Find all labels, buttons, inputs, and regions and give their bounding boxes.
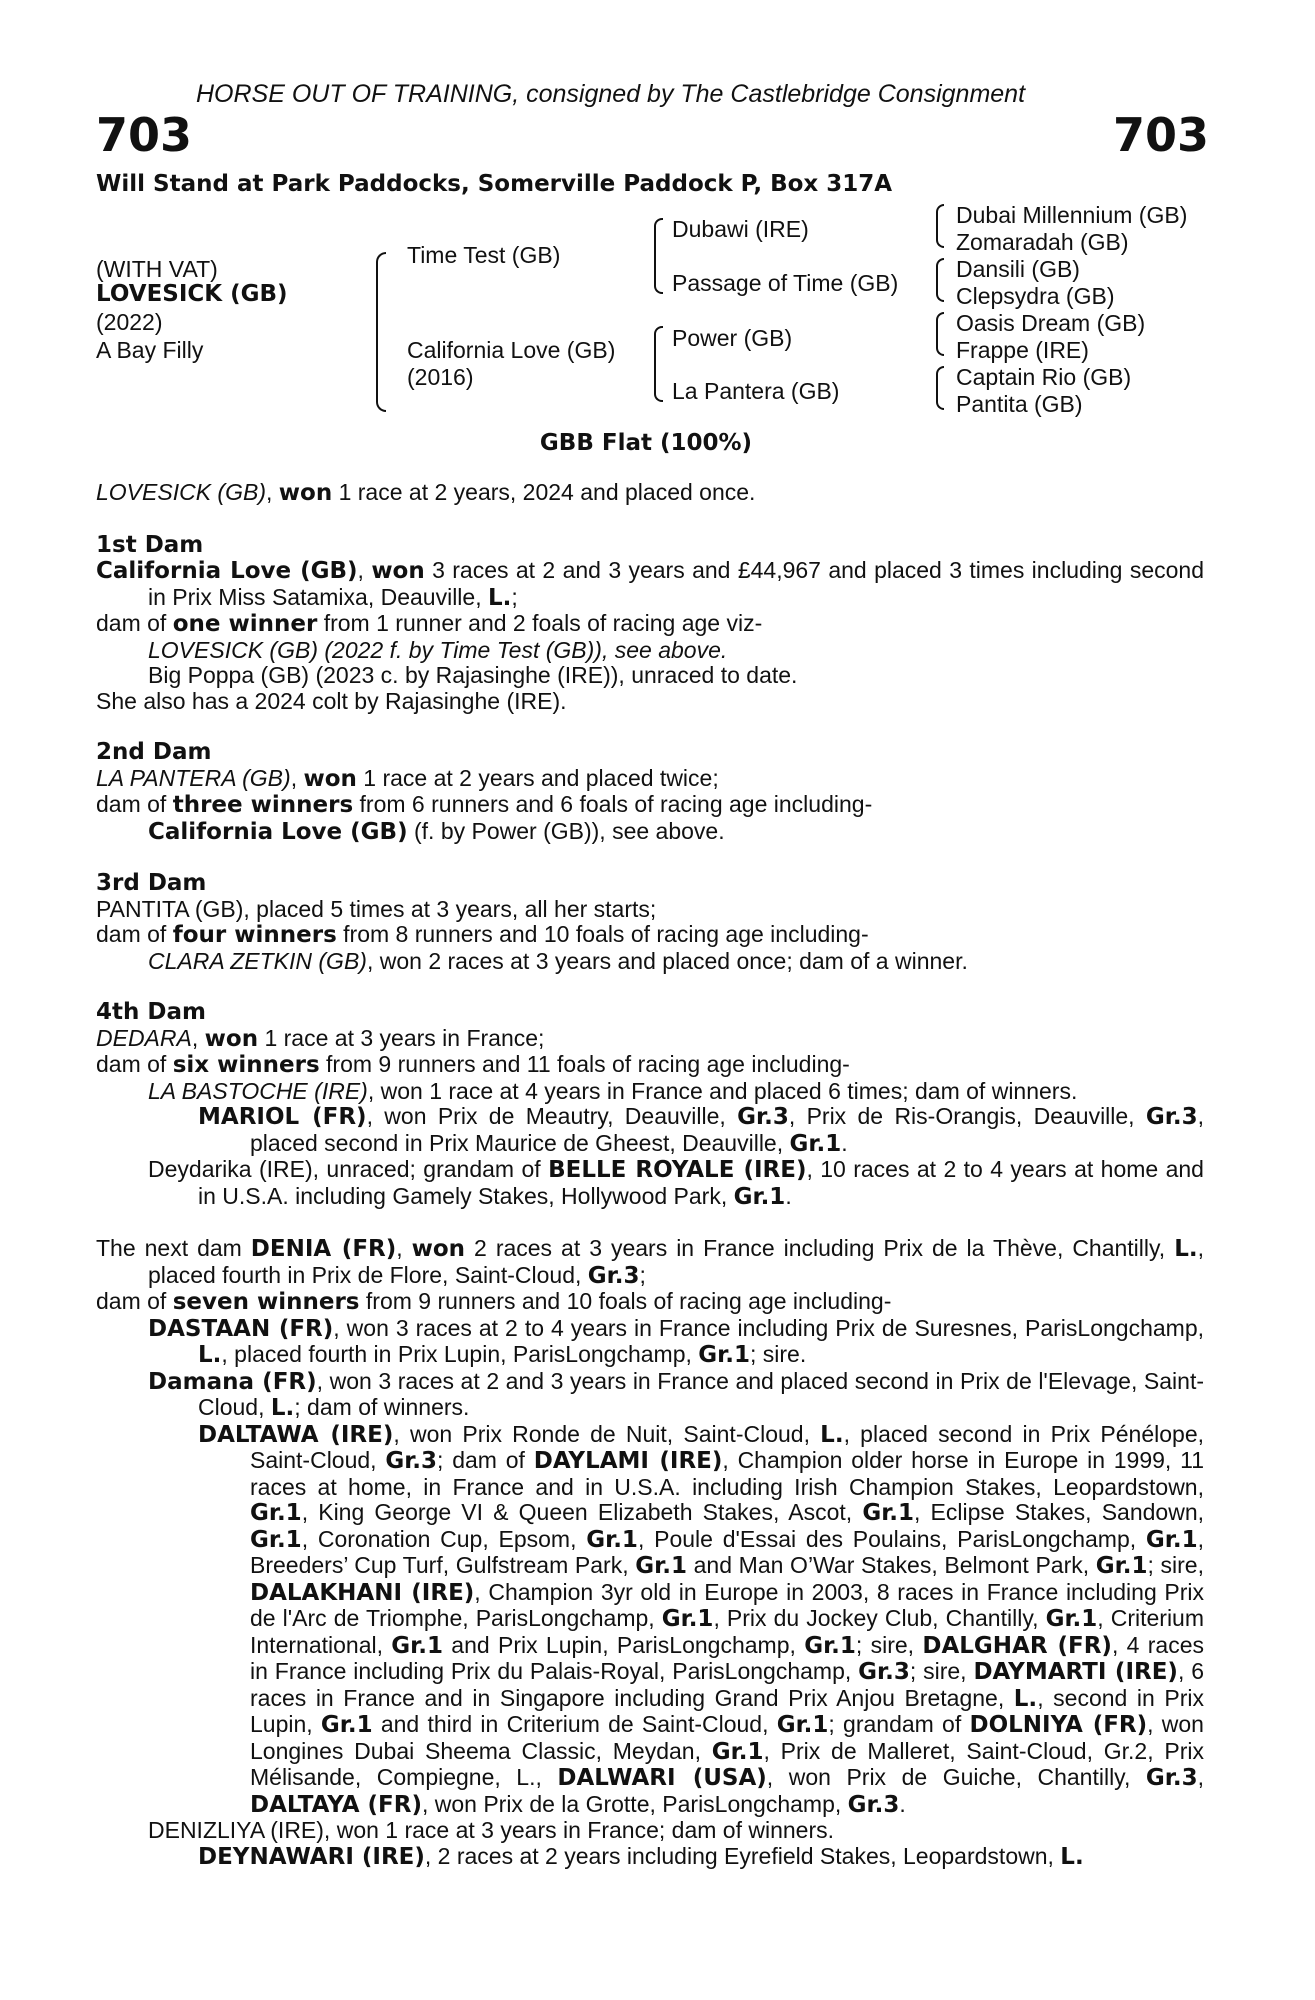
text-run: , Breeders’ Cup Turf, Gulfstream Park, [250,1525,1204,1578]
deynawari-record [96,1844,1204,1871]
text-run: , [191,1024,205,1051]
text-run: BELLE ROYALE (IRE) [548,1157,807,1183]
text-run: DAYLAMI (IRE) [533,1448,723,1474]
text-run: won [278,480,333,506]
text-run: ; [511,583,518,610]
sire-dam: Passage of Time (GB) [672,270,899,296]
text-run: dam of [96,791,173,817]
text-run: ; [639,1261,646,1288]
text-run: Gr.1 [250,1500,302,1526]
dam2-produce [96,792,1204,819]
rating-line: GBB Flat (100%) [539,430,753,456]
dam-dam: La Pantera (GB) [672,378,840,404]
text-run: , Poule d'Essai des Poulains, ParisLongchamp, [637,1525,1146,1552]
dam4-progeny-1 [96,1079,1204,1105]
text-run: Gr.1 [789,1130,842,1157]
dam4-record [96,1026,1204,1053]
brace-sire [654,218,663,294]
brace-main [376,252,386,412]
text-run: Gr.1 [776,1712,829,1738]
text-run: from 9 runners and 11 foals of racing age including- [319,1051,850,1077]
text-run: Gr.3 [587,1262,640,1289]
text-run: L. [270,1395,295,1421]
gg-8: Pantita (GB) [956,391,1083,417]
text-run: Gr.1 [661,1606,714,1632]
horse-year: (2022) [96,309,163,335]
text-run: , Champion older horse in Europe in 1999, 11 races at home, in France and in U.S.A. including Irish Champion Stakes, Leopardstown, [250,1447,1204,1500]
text-run: . [841,1129,848,1156]
text-run: . [785,1182,792,1209]
gg-2: Zomaradah (GB) [956,229,1129,255]
text-run: DALWARI (USA) [557,1765,767,1791]
dam1-progeny-1: LOVESICK (GB) (2022 f. by Time Test (GB)), see above. [148,636,728,663]
text-run: , won Prix de la Grotte, ParisLongchamp, [421,1790,848,1817]
text-run: , won Longines Dubai Sheema Classic, Meydan, [250,1711,1204,1764]
text-run: DASTAAN (FR) [148,1315,334,1342]
dam2-record [96,766,1204,793]
text-run: L. [198,1342,222,1368]
text-run: , placed second in Prix Maurice de Gheest, Deauville, [250,1103,1204,1156]
text-run: L. [1174,1236,1198,1262]
gg-1: Dubai Millennium (GB) [956,202,1188,228]
text-run: Gr.1 [391,1632,443,1659]
text-run: LA BASTOCHE (IRE) [148,1077,368,1104]
denizliya-record: DENIZLIYA (IRE), won 1 race at 3 years in France; dam of winners. [148,1817,835,1843]
text-run: six winners [172,1052,320,1078]
text-run: won [411,1236,466,1262]
text-run: DEDARA [96,1024,192,1051]
text-run: California Love (GB) [148,818,408,845]
dam1-progeny-2: Big Poppa (GB) (2023 c. by Rajasinghe (IRE)), unraced to date. [148,662,798,688]
dam2-heading: 2nd Dam [96,739,212,765]
text-run: Gr.1 [250,1526,302,1553]
text-run: , Criterium International, [250,1605,1205,1658]
text-run: Gr.1 [635,1553,687,1579]
text-run: , Champion 3yr old in Europe in 2003, 8 races in France including Prix de l'Arc de Triomphe, ParisLongchamp, [250,1578,1204,1631]
intro-line [96,480,1204,507]
text-run: , placed second in Prix Pénélope, Saint-Cloud, [250,1420,1204,1473]
horse-name: LOVESICK (GB) [96,281,288,307]
text-run: dam of [96,610,173,636]
dam1-heading: 1st Dam [96,531,204,558]
text-run: , 10 races at 2 to 4 years at home and in U.S.A. including Gamely Stakes, Hollywood Park, [198,1156,1204,1209]
dastaan-record [96,1316,1204,1369]
next-dam-record [96,1236,1204,1289]
text-run: ; sire. [749,1341,807,1367]
text-run: DALTAYA (FR) [250,1791,422,1818]
text-run: four winners [172,922,337,948]
text-run: Gr.3 [858,1659,910,1685]
text-run: ; grandam of [828,1711,970,1737]
text-run: Gr.1 [733,1183,786,1210]
text-run: L. [1060,1843,1084,1870]
text-run: Deydarika (IRE), unraced; grandam of [148,1156,549,1182]
text-run: ; dam of [437,1447,534,1473]
text-run: , won Prix de Guiche, Chantilly, [766,1764,1146,1790]
text-run: Gr.3 [1145,1765,1198,1791]
text-run: 1 race at 2 years and placed twice; [356,764,719,791]
text-run: CLARA ZETKIN (GB) [148,947,367,974]
text-run: , Prix du Jockey Club, Chantilly, [713,1605,1046,1631]
dam4-heading: 4th Dam [96,999,206,1025]
text-run: , King George VI & Queen Elizabeth Stakes, Ascot, [301,1499,863,1525]
text-run: Gr.1 [862,1500,914,1526]
text-run: DOLNIYA (FR) [969,1712,1148,1738]
vat-label: (WITH VAT) [96,256,218,282]
dam3-record: PANTITA (GB), placed 5 times at 3 years, all her starts; [96,895,657,922]
text-run: from 8 runners and 10 foals of racing age including- [336,921,869,947]
text-run: won [371,558,425,584]
dam4-produce [96,1052,1204,1079]
dam1-record [96,558,1204,611]
brace-g1 [936,204,944,248]
deydarika-record [96,1157,1204,1210]
text-run: Gr.1 [804,1632,856,1659]
dam-sire: Power (GB) [672,325,793,351]
text-run: Gr.3 [737,1104,789,1130]
text-run: , second in Prix Lupin, [250,1684,1204,1737]
text-run: 3 races at 2 and 3 years and £44,967 and placed 3 times including second in Prix Miss Satamixa, Deauville, [148,557,1204,610]
text-run: from 6 runners and 6 foals of racing age including- [353,791,873,817]
text-run: MARIOL (FR) [198,1104,367,1130]
text-run: 1 race at 2 years, 2024 and placed once. [332,479,756,505]
text-run: and third in Criterium de Saint-Cloud, [372,1711,777,1737]
text-run: three winners [172,792,354,818]
text-run: The next dam [96,1235,251,1261]
text-run: Gr.1 [1045,1606,1098,1632]
text-run: Gr.3 [385,1448,438,1474]
brace-g3 [936,312,944,356]
text-run: Damana (FR) [148,1368,317,1395]
text-run: , won 3 races at 2 and 3 years in France and placed second in Prix de l'Elevage, Saint-Cloud, [198,1367,1204,1420]
text-run: DALAKHANI (IRE) [250,1579,475,1606]
text-run: ; sire, [1147,1552,1204,1578]
text-run: L. [1013,1685,1038,1712]
text-run: DENIA (FR) [250,1236,397,1262]
dam3-produce [96,922,1204,949]
text-run: DALGHAR (FR) [922,1632,1112,1659]
text-run: LA PANTERA (GB) [96,764,291,791]
text-run: seven winners [172,1289,360,1315]
text-run: , 4 races in France including Prix du Palais-Royal, ParisLongchamp, [250,1631,1205,1684]
text-run: dam of [96,1288,173,1314]
text-run: DAYMARTI (IRE) [973,1659,1178,1685]
catalogue-body [96,480,1204,1870]
text-run: Gr.1 [320,1712,373,1738]
consignment-line: HORSE OUT OF TRAINING, consigned by The Castlebridge Consignment [196,80,1026,108]
next-dam-produce [96,1289,1204,1316]
sire-sire: Dubawi (IRE) [672,216,809,242]
dam1-produce [96,611,1204,638]
text-run: and Prix Lupin, ParisLongchamp, [442,1631,805,1658]
text-run: one winner [172,611,318,637]
stand-location: Will Stand at Park Paddocks, Somerville Paddock P, Box 317A [96,171,893,197]
text-run: Gr.3 [1145,1104,1198,1130]
text-run: Gr.1 [1145,1526,1198,1553]
text-run: ; sire, [855,1631,923,1658]
text-run: , [396,1235,412,1261]
mariol-record [96,1104,1204,1157]
text-run: Gr.1 [586,1526,638,1553]
text-run: , won Prix de Meautry, Deauville, [366,1103,738,1129]
lot-number-right: 703 [1113,108,1210,162]
text-run: (f. by Power (GB)), see above. [407,817,725,844]
text-run: , Coronation Cup, Epsom, [301,1525,587,1552]
text-run: , Prix de Ris-Orangis, Deauville, [788,1103,1146,1129]
damana-record [96,1369,1204,1422]
text-run: , Prix de Malleret, Saint-Cloud, Gr.2, Prix Mélisande, Compiegne, L., [250,1737,1204,1790]
text-run: , [357,557,372,583]
dam3-heading: 3rd Dam [96,870,207,896]
text-run: dam of [96,1051,173,1077]
brace-g4 [936,366,944,410]
text-run: Gr.1 [698,1342,750,1368]
text-run: , won 3 races at 2 to 4 years in France including Prix de Suresnes, ParisLongchamp, [333,1314,1205,1341]
text-run: LOVESICK (GB) [96,479,266,505]
text-run: Gr.1 [711,1738,764,1765]
text-run: , 2 races at 2 years including Eyrefield Stakes, Leopardstown, [424,1842,1061,1869]
text-run: , won Prix Ronde de Nuit, Saint-Cloud, [393,1420,821,1447]
dam-year: (2016) [407,364,474,390]
text-run: . [899,1790,906,1817]
text-run: , won 1 race at 4 years in France and placed 6 times; dam of winners. [367,1077,1078,1104]
lot-number-left: 703 [96,108,193,162]
text-run: L. [488,584,512,611]
text-run: , [265,479,279,505]
sire-name: Time Test (GB) [407,242,561,268]
text-run: from 1 runner and 2 foals of racing age viz- [317,610,763,636]
dam-name: California Love (GB) [407,337,616,363]
gg-7: Captain Rio (GB) [956,364,1132,390]
text-run: , Eclipse Stakes, Sandown, [914,1499,1204,1525]
text-run: DALTAWA (IRE) [198,1421,394,1448]
gg-6: Frappe (IRE) [956,337,1089,363]
gg-4: Clepsydra (GB) [956,283,1115,309]
text-run: , placed fourth in Prix Lupin, ParisLongchamp, [221,1341,699,1367]
dam3-progeny-1 [96,949,1204,975]
daltawa-record [96,1422,1204,1819]
text-run: dam of [96,921,173,947]
brace-dam [654,326,663,402]
dam1-note: She also has a 2024 colt by Rajasinghe (IRE). [96,687,567,714]
text-run: Gr.1 [1095,1553,1148,1579]
text-run: California Love (GB) [96,558,358,584]
text-run: L. [820,1421,844,1448]
text-run: , won 2 races at 3 years and placed once; dam of a winner. [366,947,968,974]
gg-3: Dansili (GB) [956,256,1080,282]
text-run: ; sire, [909,1658,974,1684]
text-run: Gr.3 [847,1791,900,1818]
brace-g2 [936,258,944,302]
text-run: from 9 runners and 10 foals of racing age including- [359,1288,892,1314]
text-run: , [290,764,304,791]
text-run: DEYNAWARI (IRE) [198,1843,425,1870]
text-run: , [1197,1764,1204,1790]
gg-5: Oasis Dream (GB) [956,310,1146,336]
text-run: , 6 races in France and in Singapore including Grand Prix Anjou Bretagne, [250,1658,1205,1711]
text-run: won [204,1025,259,1052]
text-run: , placed fourth in Prix de Flore, Saint-Cloud, [148,1235,1204,1288]
text-run: and Man O’War Stakes, Belmont Park, [686,1552,1096,1578]
horse-description: A Bay Filly [96,337,204,363]
text-run: 1 race at 3 years in France; [258,1024,545,1051]
dam2-progeny-1 [96,819,1204,846]
text-run: ; dam of winners. [294,1394,470,1420]
text-run: 2 races at 3 years in France including Prix de la Thève, Chantilly, [465,1235,1175,1261]
text-run: won [303,765,357,792]
